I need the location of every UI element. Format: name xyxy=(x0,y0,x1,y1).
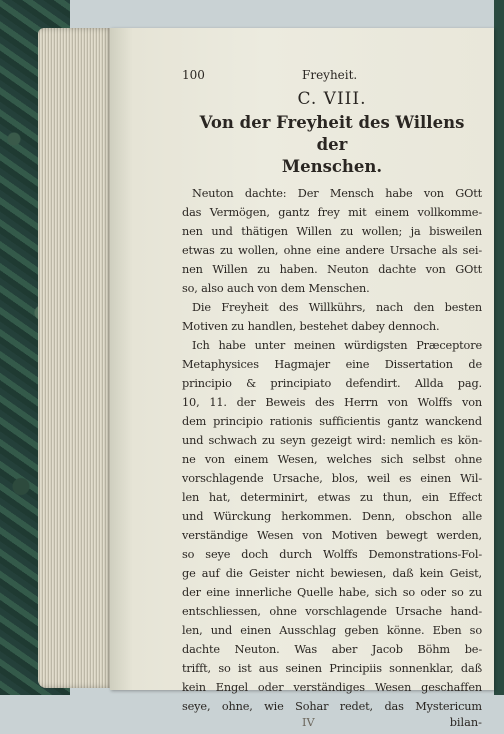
body-line: etwas zu wollen, ohne eine andere Ursache als sei- xyxy=(182,244,482,257)
body-line: der eine innerliche Quelle habe, sich so oder so zu xyxy=(182,586,482,599)
running-head xyxy=(182,68,482,86)
signature-mark: IV xyxy=(302,716,315,729)
body-line: entschliessen, ohne vorschlagende Ursache hand- xyxy=(182,605,482,618)
body-line: ge auf die Geister nicht bewiesen, daß kein Geist, xyxy=(182,567,482,580)
chapter-number: C. VIII. xyxy=(297,89,367,109)
body-line: Die Freyheit des Willkührs, nach den besten xyxy=(192,301,482,314)
body-line: so, also auch von dem Menschen. xyxy=(182,282,370,295)
facing-cover-strip xyxy=(494,0,504,695)
body-line: Neuton dachte: Der Mensch habe von GOtt xyxy=(192,187,482,200)
body-line: das Vermögen, gantz frey mit einem vollkomme- xyxy=(182,206,482,219)
body-line: dachte Neuton. Was aber Jacob Böhm be- xyxy=(182,643,482,656)
body-line: nen Willen zu haben. Neuton dachte von GOtt xyxy=(182,263,482,276)
body-line: seye, ohne, wie Sohar redet, das Mystericum xyxy=(182,700,482,713)
body-line: und schwach zu seyn gezeigt wird: nemlich es kön- xyxy=(182,434,482,447)
body-line: principio & principiato defendirt. Allda pag. xyxy=(182,377,482,390)
page-footer xyxy=(182,716,482,734)
body-line: nen und thätigen Willen zu wollen; ja bisweilen xyxy=(182,225,482,238)
catchword: bilan- xyxy=(449,716,482,729)
body-line: und Würckung herkommen. Denn, obschon alle xyxy=(182,510,482,523)
body-line: Metaphysices Hagmajer eine Dissertation de xyxy=(182,358,482,371)
body-line: len, und einen Ausschlag geben könne. Eben so xyxy=(182,624,482,637)
heading-line: Von der Freyheit des Willens der xyxy=(199,113,465,154)
page-number: 100 xyxy=(182,68,205,82)
body-line: ne von einem Wesen, welches sich selbst ohne xyxy=(182,453,482,466)
body-line: kein Engel oder verständiges Wesen geschaffen xyxy=(182,681,482,694)
body-line: verständige Wesen von Motiven bewegt werden, xyxy=(182,529,482,542)
body-line: dem principio rationis sufficientis gantz wanckend xyxy=(182,415,482,428)
chapter-heading xyxy=(182,112,482,178)
body-line: 10, 11. der Beweis des Herrn von Wolffs von xyxy=(182,396,482,409)
body-line: len hat, determinirt, etwas zu thun, ein Effect xyxy=(182,491,482,504)
page-edges xyxy=(38,28,112,688)
body-text xyxy=(182,184,482,716)
heading-line: Menschen. xyxy=(281,157,383,176)
body-line: vorschlagende Ursache, blos, weil es einen Wil- xyxy=(182,472,482,485)
body-line: Motiven zu handlen, bestehet dabey dennoch. xyxy=(182,320,440,333)
body-line: trifft, so ist aus seinen Principiis sonnenklar, daß xyxy=(182,662,482,675)
page-content xyxy=(182,68,482,734)
body-line: so seye doch durch Wolffs Demonstrations-Fol- xyxy=(182,548,482,561)
body-line: Ich habe unter meinen würdigsten Præceptore xyxy=(192,339,482,352)
book-page xyxy=(110,28,494,729)
running-title: Freyheit. xyxy=(302,68,358,82)
